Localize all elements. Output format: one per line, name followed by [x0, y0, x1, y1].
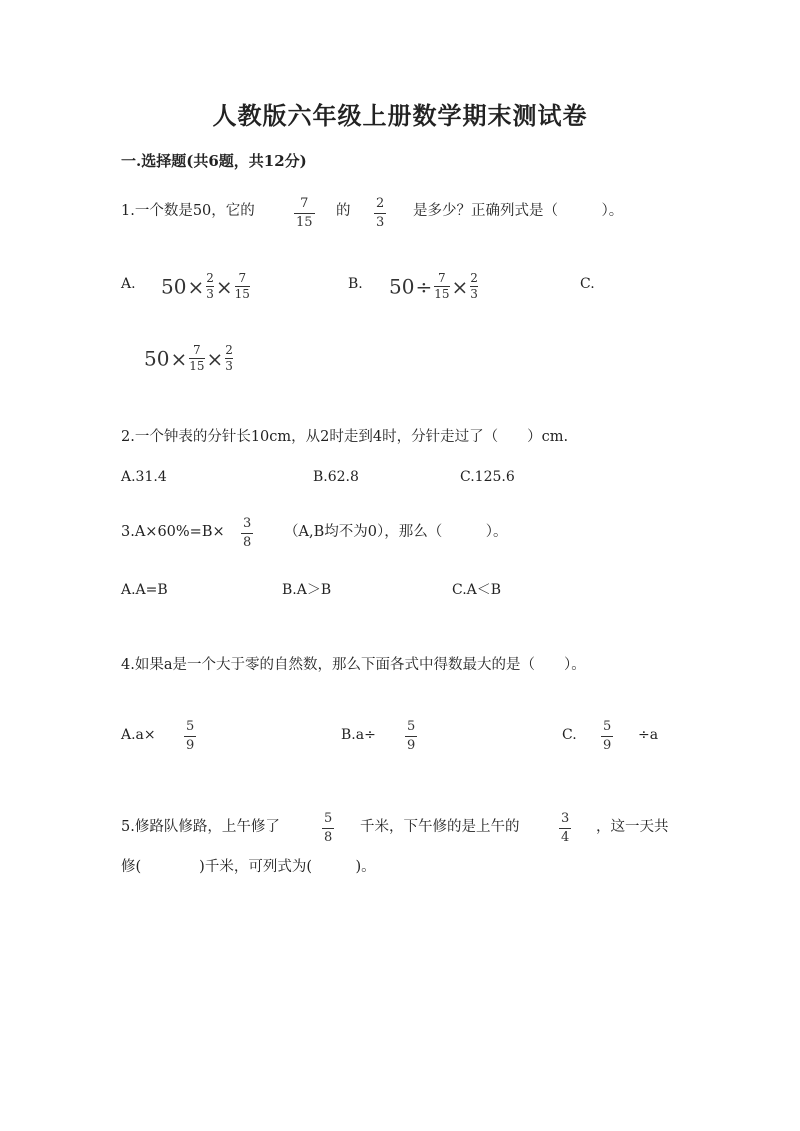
number: 50	[161, 274, 187, 299]
denominator: 3	[376, 215, 385, 230]
denominator: 8	[243, 535, 252, 550]
q1-text-a: 1.一个数是50，它的	[121, 203, 255, 219]
q3-text-a: 3.A×60%=B×	[121, 524, 225, 540]
q1-option-c-expression	[144, 344, 234, 373]
q4-option-c-fraction	[601, 719, 613, 754]
q4-option-b-label: B.a÷	[341, 727, 376, 743]
denominator: 15	[434, 287, 450, 301]
fraction	[189, 344, 204, 373]
q5-text-line2: 修( )千米，可列式为( )。	[121, 859, 376, 875]
numerator: 5	[603, 719, 612, 734]
q5-text-b: 千米，下午修的是上午的	[360, 819, 520, 835]
fraction	[206, 272, 214, 301]
fraction	[235, 272, 250, 301]
q2-option-b: B.62.8	[313, 469, 359, 485]
q3-option-a: A.A=B	[121, 582, 168, 598]
q2-option-a: A.31.4	[121, 469, 167, 485]
denominator: 15	[296, 215, 313, 230]
q1-fraction-2	[374, 196, 386, 231]
q4-option-b-fraction	[405, 719, 417, 754]
numerator: 2	[470, 271, 478, 285]
numerator: 5	[324, 811, 333, 826]
numerator: 3	[243, 516, 252, 531]
q1-option-c-label: C.	[580, 276, 595, 292]
denominator: 8	[324, 830, 333, 845]
denominator: 9	[603, 738, 612, 753]
q3-fraction	[241, 516, 253, 551]
q1-text-b: 的	[336, 203, 351, 219]
fraction-bar	[405, 736, 417, 737]
denominator: 3	[225, 359, 233, 373]
q1-text-c: 是多少？正确列式是（ ）。	[413, 203, 624, 219]
numerator: 7	[193, 343, 201, 357]
denominator: 3	[206, 287, 214, 301]
q1-option-a-expression	[161, 272, 251, 301]
denominator: 15	[189, 359, 205, 373]
fraction	[225, 344, 233, 373]
q3-option-b: B.A＞B	[282, 582, 332, 598]
number: 50	[389, 274, 415, 299]
q4-option-a-fraction	[184, 719, 196, 754]
numerator: 7	[438, 271, 446, 285]
numerator: 7	[300, 196, 309, 211]
q3-option-c: C.A＜B	[452, 582, 502, 598]
q1-fraction-1	[294, 196, 315, 231]
q1-option-a-label: A.	[121, 276, 136, 292]
fraction-bar	[601, 736, 613, 737]
fraction-bar	[374, 213, 386, 214]
q4-text: 4.如果a是一个大于零的自然数，那么下面各式中得数最大的是（ ）。	[121, 657, 586, 673]
denominator: 9	[407, 738, 416, 753]
denominator: 15	[234, 287, 250, 301]
q5-text-a: 5.修路队修路，上午修了	[121, 819, 280, 835]
q4-option-c-tail: ÷a	[638, 727, 659, 743]
numerator: 2	[206, 271, 214, 285]
operator: ×	[170, 346, 188, 371]
denominator: 4	[561, 830, 570, 845]
q1-option-b-expression	[389, 272, 479, 301]
fraction	[434, 272, 449, 301]
numerator: 5	[186, 719, 195, 734]
page-title: 人教版六年级上册数学期末测试卷	[212, 101, 588, 130]
operator: ×	[451, 274, 469, 299]
fraction	[470, 272, 478, 301]
numerator: 5	[407, 719, 416, 734]
q2-text: 2.一个钟表的分针长10cm，从2时走到4时，分针走过了（ ）cm.	[121, 429, 569, 445]
q2-option-c: C.125.6	[460, 469, 515, 485]
operator: ×	[215, 274, 233, 299]
q5-fraction-2	[559, 811, 571, 846]
denominator: 3	[470, 287, 478, 301]
q3-text-b: （A,B均不为0），那么（ ）。	[284, 524, 508, 540]
operator: ÷	[415, 274, 433, 299]
section-heading: 一.选择题(共6题，共12分)	[121, 152, 307, 170]
fraction-bar	[294, 213, 315, 214]
q4-option-c-label: C.	[562, 727, 577, 743]
numerator: 2	[376, 196, 385, 211]
numerator: 7	[238, 271, 247, 285]
numerator: 2	[225, 343, 233, 357]
q4-option-a-label: A.a×	[121, 727, 156, 743]
number: 50	[144, 346, 170, 371]
fraction-bar	[559, 828, 571, 829]
operator: ×	[206, 346, 224, 371]
q5-fraction-1	[322, 811, 334, 846]
fraction-bar	[241, 533, 253, 534]
q1-option-b-label: B.	[348, 276, 363, 292]
operator: ×	[187, 274, 205, 299]
denominator: 9	[186, 738, 195, 753]
fraction-bar	[184, 736, 196, 737]
q5-text-c: ，这一天共	[596, 819, 669, 835]
fraction-bar	[322, 828, 334, 829]
numerator: 3	[561, 811, 570, 826]
